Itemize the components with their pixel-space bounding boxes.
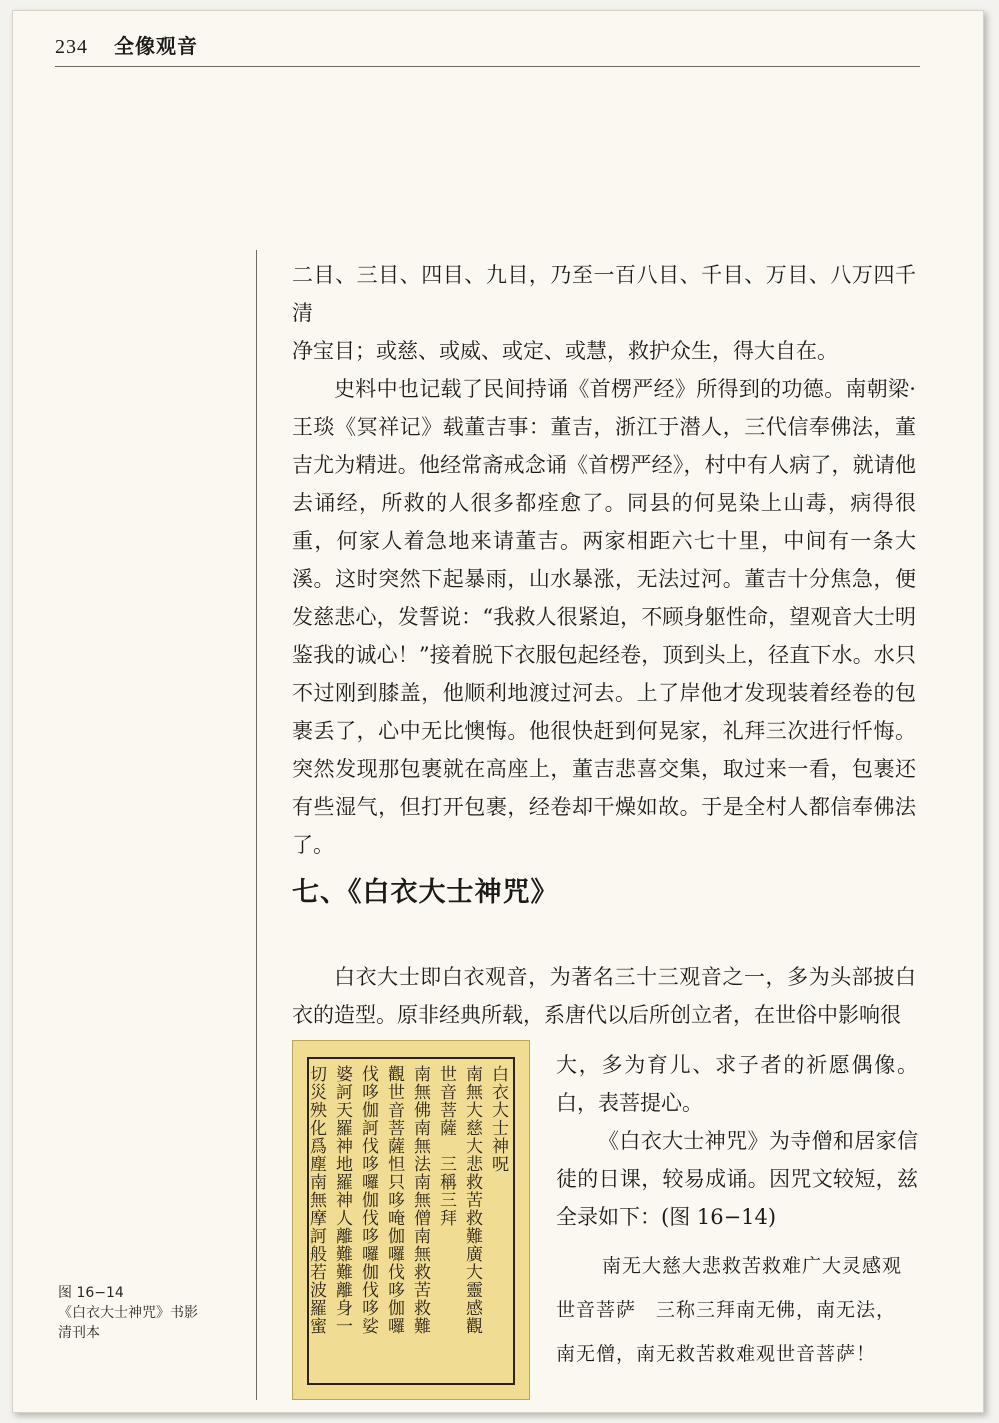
- paragraph-line: 净宝目；或慈、或威、或定、或慧，救护众生，得大自在。: [292, 339, 838, 363]
- book-title: 全像观音: [114, 34, 198, 58]
- figure-column: 世音菩薩 三稱三拜: [436, 1065, 456, 1227]
- margin-rule: [256, 250, 257, 1400]
- caption-number: 图 16−14: [58, 1285, 124, 1301]
- paragraph-line: 二目、三目、四目、九目，乃至一百八目、千目、万目、八万四千清: [292, 263, 916, 325]
- figure-frame: [307, 1057, 515, 1385]
- caption-title: 《白衣大士神咒》书影: [58, 1305, 198, 1321]
- header-rule: [55, 66, 920, 67]
- figure-column: 南無大慈大悲救苦救難廣大靈感觀: [462, 1065, 482, 1335]
- body-text-top: [292, 256, 916, 864]
- section-title: 七、《白衣大士神咒》: [292, 877, 559, 908]
- paragraph-story: 史料中也记载了民间持诵《首楞严经》所得到的功德。南朝梁·王琰《冥祥记》载董吉事：董吉，浙江于潜人，三代信奉佛法，董吉尤为精进。他经常斋戒念诵《首楞严经》，村中有人病了，就请他去诵经，所救的人很多都痊愈了。同县的何晃染上山毒，病得很重，何家人着急地来请董吉。两家相距六七十里，中间有一条大溪。这时突然下起暴雨，山水暴涨，无法过河。董吉十分焦急，便发慈悲心，发誓说：“我救人很紧迫，不顾身躯性命，望观音大士明鉴我的诚心！”接着脱下衣服包起经卷，顶到头上，径直下水。水只不过刚到膝盖，他顺利地渡过河去。上了岸他才发现装着经卷的包裹丢了，心中无比懊悔。他很快赶到何晃家，礼拜三次进行忏悔。突然发现那包裹就在高座上，董吉悲喜交集，取过来一看，包裹还有些湿气，但打开包裹，经卷却干燥如故。于是全村人都信奉佛法了。: [292, 377, 916, 857]
- figure-column: 白衣大士神呪: [488, 1065, 508, 1173]
- figure-column: 觀世音菩薩怛只哆唵伽囉伐哆伽囉: [384, 1065, 404, 1335]
- paragraph-recite: 《白衣大士神咒》为寺僧和居家信徒的日课，较易成诵。因咒文较短，兹全录如下：(图 16−14): [556, 1129, 918, 1229]
- mantra-line: 南无僧，南无救苦救难观世音菩萨！: [556, 1343, 877, 1365]
- caption-edition: 清刊本: [58, 1325, 100, 1341]
- paragraph-intro-cont: [556, 1046, 918, 1236]
- paragraph-intro: [292, 958, 916, 1034]
- page-number: 234: [55, 36, 88, 58]
- figure-column: 伐哆伽訶伐哆囉伽伐哆囉伽伐哆娑: [358, 1065, 378, 1335]
- mantra-line: 世音菩萨 三称三拜南无佛，南无法，: [556, 1299, 897, 1321]
- figure-book-image: [292, 1040, 530, 1400]
- paragraph-intro-text: 白衣大士即白衣观音，为著名三十三观音之一，多为头部披白衣的造型。原非经典所载，系唐代以后所创立者，在世俗中影响很: [292, 965, 916, 1027]
- figure-caption: [58, 1283, 198, 1343]
- figure-column: 南無佛南無法南無僧南無救苦救難: [410, 1065, 430, 1335]
- mantra-text: [556, 1244, 918, 1376]
- running-header: [55, 30, 198, 59]
- mantra-line: 南无大慈大悲救苦救难广大灵感观: [602, 1255, 903, 1277]
- paragraph-intro-cont-text: 大，多为育儿、求子者的祈愿偶像。白，表菩提心。: [556, 1053, 918, 1115]
- figure-column: 切災殃化爲塵南無摩訶般若波羅蜜: [306, 1065, 326, 1335]
- figure-column: 婆訶天羅神地羅神人離難難離身一: [332, 1065, 352, 1335]
